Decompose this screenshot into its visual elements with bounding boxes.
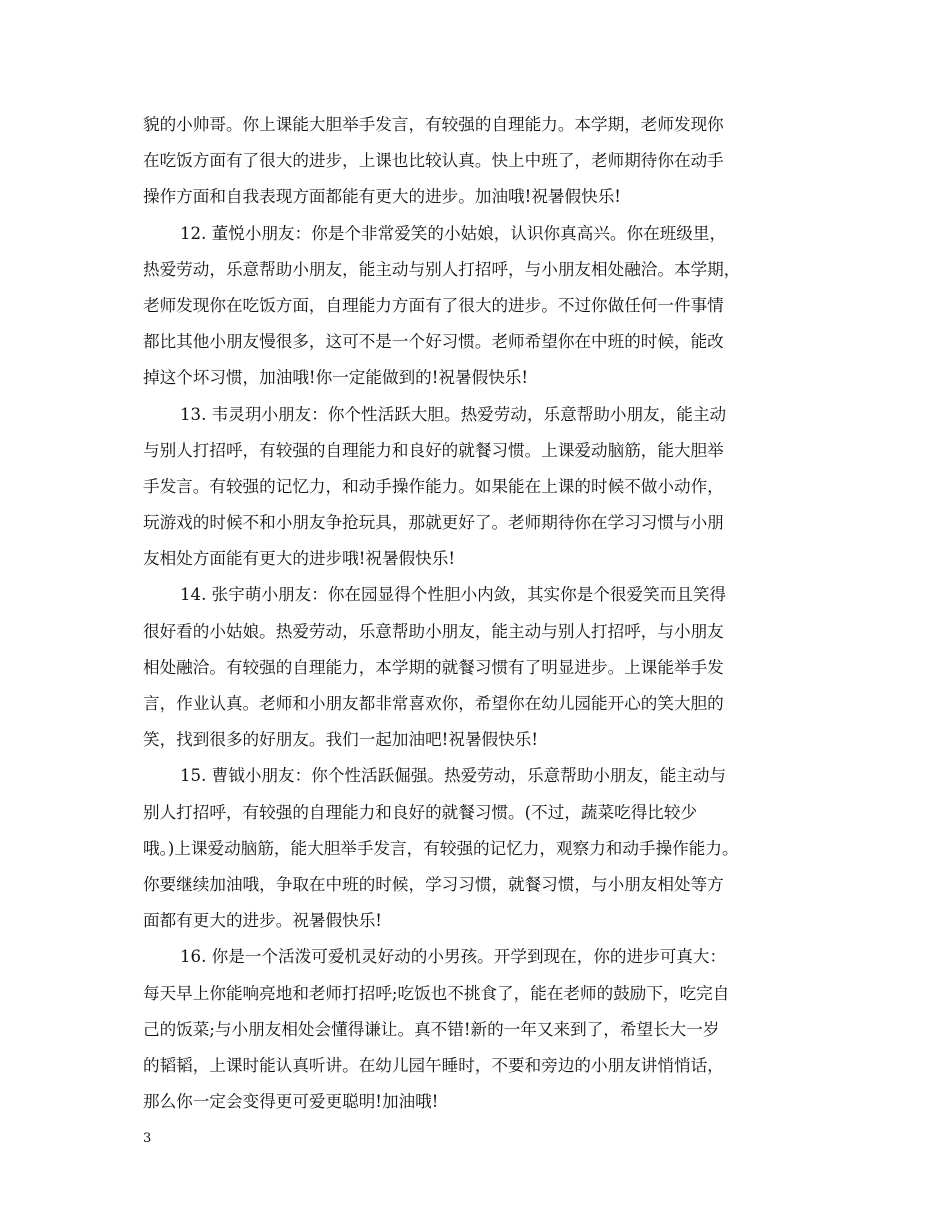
text-line: 哦。)上课爱动脑筋，能大胆举手发言，有较强的记忆力，观察力和动手操作能力。 [143, 838, 739, 858]
paragraph-start-line: 15. 曹钺小朋友：你个性活跃倔强。热爱劳动，乐意帮助小朋友，能主动与 [180, 766, 727, 786]
text-line: 热爱劳动，乐意帮助小朋友，能主动与别人打招呼，与小朋友相处融洽。本学期， [143, 259, 741, 279]
paragraph-start-line: 16. 你是一个活泼可爱机灵好动的小男孩。开学到现在，你的进步可真大： [180, 947, 727, 967]
text-line: 的韬韬，上课时能认真听讲。在幼儿园午睡时，不要和旁边的小朋友讲悄悄话， [143, 1055, 724, 1075]
text-line: 那么你一定会变得更可爱更聪明!加油哦! [143, 1092, 439, 1112]
text-line: 友相处方面能有更大的进步哦!祝暑假快乐! [143, 549, 456, 569]
text-line: 老师发现你在吃饭方面，自理能力方面有了很大的进步。不过你做任何一件事情 [143, 295, 724, 315]
text-line: 别人打招呼，有较强的自理能力和良好的就餐习惯。(不过，蔬菜吃得比较少 [143, 802, 698, 822]
text-line: 面都有更大的进步。祝暑假快乐! [143, 911, 382, 931]
text-line: 你要继续加油哦，争取在中班的时候，学习习惯，就餐习惯，与小朋友相处等方 [143, 874, 724, 894]
text-line: 手发言。有较强的记忆力，和动手操作能力。如果能在上课的时候不做小动作， [143, 476, 724, 496]
page-number: 3 [143, 1131, 152, 1146]
paragraph-start-line: 12. 董悦小朋友：你是个非常爱笑的小姑娘，认识你真高兴。你在班级里， [180, 223, 727, 243]
text-line: 与别人打招呼，有较强的自理能力和良好的就餐习惯。上课爱动脑筋，能大胆举 [143, 440, 724, 460]
text-line: 己的饭菜;与小朋友相处会懂得谦让。真不错!新的一年又来到了，希望长大一岁 [143, 1019, 720, 1039]
text-line: 相处融洽。有较强的自理能力，本学期的就餐习惯有了明显进步。上课能举手发 [143, 657, 724, 677]
text-line: 每天早上你能响亮地和老师打招呼;吃饭也不挑食了，能在老师的鼓励下，吃完自 [143, 983, 730, 1003]
text-line: 都比其他小朋友慢很多，这可不是一个好习惯。老师希望你在中班的时候，能改 [143, 332, 724, 352]
text-line: 掉这个坏习惯，加油哦!你一定能做到的!祝暑假快乐! [143, 368, 529, 388]
paragraph-start-line: 13. 韦灵玥小朋友：你个性活跃大胆。热爱劳动，乐意帮助小朋友，能主动 [180, 404, 727, 424]
text-line: 笑，找到很多的好朋友。我们一起加油吧!祝暑假快乐! [143, 730, 538, 750]
text-line: 很好看的小姑娘。热爱劳动，乐意帮助小朋友，能主动与别人打招呼，与小朋友 [143, 621, 724, 641]
text-line: 言，作业认真。老师和小朋友都非常喜欢你，希望你在幼儿园能开心的笑大胆的 [143, 694, 724, 713]
text-line: 玩游戏的时候不和小朋友争抢玩具，那就更好了。老师期待你在学习习惯与小朋 [143, 513, 724, 533]
document-body [143, 107, 818, 1120]
text-line: 操作方面和自我表现方面都能有更大的进步。加油哦!祝暑假快乐! [143, 187, 621, 207]
text-line: 在吃饭方面有了很大的进步，上课也比较认真。快上中班了，老师期待你在动手 [143, 151, 724, 171]
text-line: 貌的小帅哥。你上课能大胆举手发言，有较强的自理能力。本学期，老师发现你 [143, 115, 724, 134]
paragraph-start-line: 14. 张宇萌小朋友：你在园显得个性胆小内敛，其实你是个很爱笑而且笑得 [180, 585, 727, 605]
